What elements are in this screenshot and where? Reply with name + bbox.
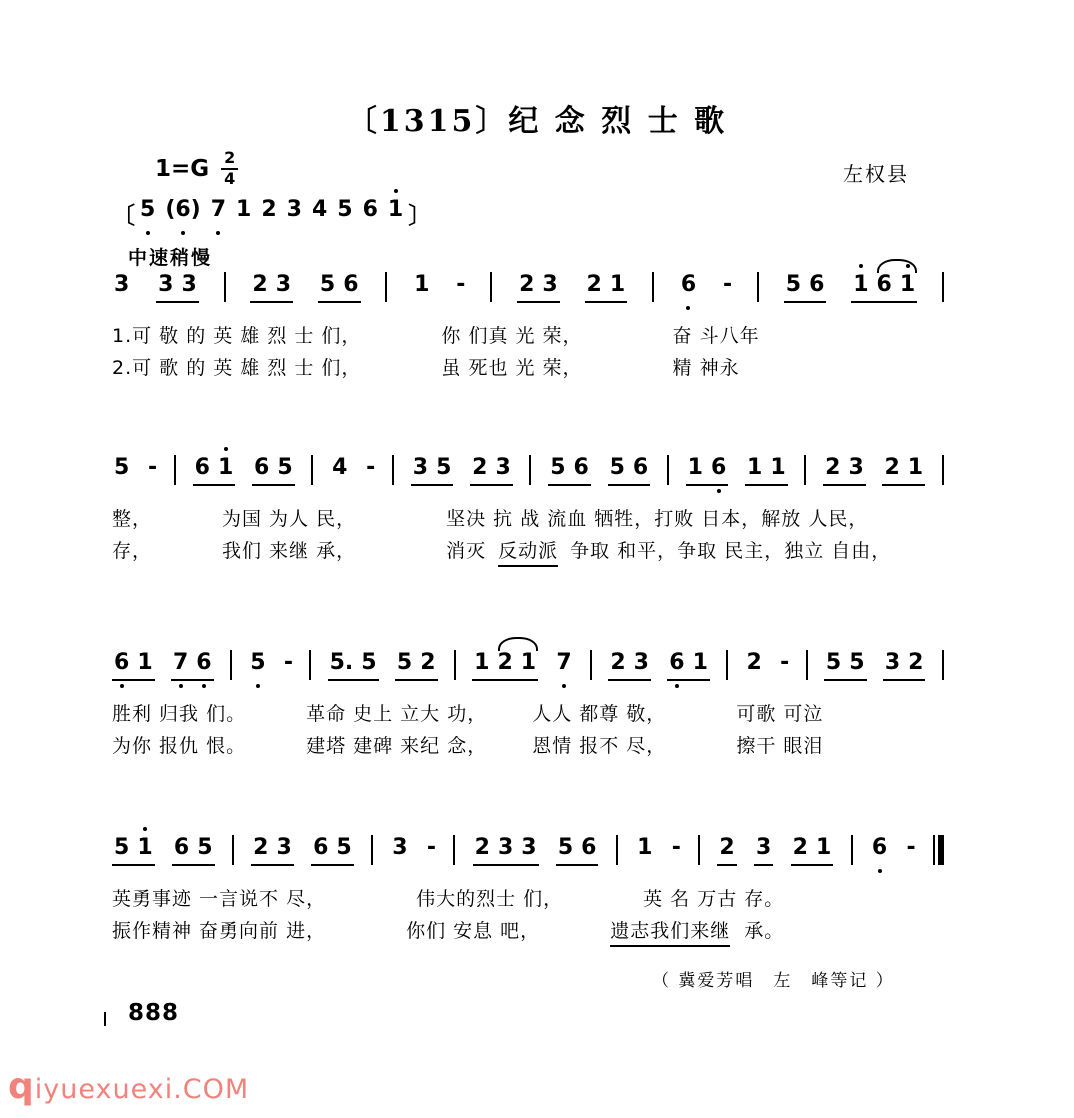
barline bbox=[230, 650, 232, 680]
jianpu-note: 6 bbox=[343, 272, 359, 297]
notation-line bbox=[112, 272, 944, 303]
jianpu-note: 1 bbox=[747, 455, 763, 480]
jianpu-note: 2 bbox=[252, 272, 268, 297]
song-title: 〔1315〕纪 念 烈 士 歌 bbox=[346, 104, 728, 139]
note-group bbox=[554, 650, 573, 681]
dash-note: - bbox=[671, 835, 681, 860]
jianpu-note: 5 bbox=[114, 455, 130, 480]
octave-dot-low bbox=[256, 684, 260, 688]
jianpu-note: 3 bbox=[412, 455, 429, 480]
jianpu-note: 3 bbox=[276, 835, 292, 860]
barline bbox=[590, 650, 592, 680]
jianpu-note: 1 bbox=[137, 650, 153, 675]
note-group bbox=[635, 835, 654, 866]
note-group bbox=[250, 272, 293, 303]
octave-dot-low bbox=[675, 684, 679, 688]
jianpu-note: 3 bbox=[158, 272, 174, 297]
jianpu-note: 5 bbox=[319, 272, 336, 297]
barline bbox=[392, 455, 394, 485]
jianpu-note: 6 bbox=[711, 455, 726, 481]
octave-dot-high bbox=[224, 447, 228, 451]
close-bracket: 〕 bbox=[408, 203, 432, 229]
lyric-segment: 精 神永 bbox=[672, 357, 740, 379]
notation-line bbox=[112, 455, 944, 486]
jianpu-note: 6 bbox=[173, 835, 190, 860]
key-signature: 1=G bbox=[155, 155, 210, 182]
note-group bbox=[667, 650, 710, 681]
note-group bbox=[556, 835, 599, 866]
note-group bbox=[318, 272, 361, 303]
jianpu-note: 1 bbox=[900, 272, 915, 298]
lyric-segment: 建塔 建碑 来纪 念， bbox=[306, 735, 488, 757]
lyric-segment: 整， bbox=[112, 508, 153, 530]
lyric-segment: 你 们真 光 荣， bbox=[441, 325, 583, 347]
lyric-segment: 英勇事迹 一言说不 尽， bbox=[112, 888, 327, 910]
jianpu-note: 1 bbox=[236, 197, 252, 222]
jianpu-note: 2 bbox=[586, 272, 602, 297]
note-group bbox=[330, 455, 349, 486]
lyric-segment: 坚决 抗 战 流血 牺牲，打败 日本，解放 人民， bbox=[446, 508, 869, 530]
jianpu-note: 1 bbox=[520, 650, 537, 675]
jianpu-note: 1 bbox=[853, 272, 868, 298]
jianpu-note: 6 bbox=[254, 455, 270, 480]
octave-dot-low bbox=[120, 684, 124, 688]
barline bbox=[804, 455, 806, 485]
jianpu-note: 3 bbox=[392, 835, 408, 860]
jianpu-note: 1 bbox=[770, 455, 786, 480]
note-group bbox=[112, 455, 131, 486]
jianpu-note: 3 bbox=[884, 650, 901, 675]
final-barline-thick bbox=[938, 835, 944, 865]
note-group bbox=[171, 650, 214, 681]
notation-line bbox=[112, 835, 944, 866]
barline bbox=[232, 835, 234, 865]
jianpu-note: 5 bbox=[140, 197, 155, 223]
jianpu-note: 5 bbox=[250, 650, 265, 676]
jianpu-note: 1 bbox=[637, 835, 653, 860]
jianpu-note: 5 bbox=[550, 455, 566, 480]
lyric-segment: 人人 都尊 敬， bbox=[532, 703, 667, 725]
octave-dot-low bbox=[202, 684, 206, 688]
jianpu-note: 2 bbox=[261, 197, 277, 222]
note-group bbox=[745, 650, 764, 681]
open-bracket: 〔 bbox=[112, 203, 135, 229]
jianpu-note: 5 bbox=[361, 650, 377, 675]
lyric-segment: 英 名 万古 存。 bbox=[643, 888, 785, 910]
jianpu-note: 5. bbox=[329, 650, 354, 675]
note-group bbox=[248, 650, 267, 681]
barline bbox=[942, 455, 944, 485]
lyric-line bbox=[112, 538, 944, 567]
barline bbox=[726, 650, 728, 680]
time-signature-denominator: 4 bbox=[221, 168, 238, 188]
jianpu-note: 3 bbox=[181, 272, 197, 297]
jianpu-note: 6 bbox=[313, 835, 329, 860]
lyric-line bbox=[112, 918, 944, 947]
jianpu-note: 7 bbox=[211, 197, 226, 223]
jianpu-note: 2 bbox=[792, 835, 808, 860]
lyric-segment: 振作精神 奋勇向前 进， bbox=[112, 920, 327, 942]
jianpu-note: 4 bbox=[332, 455, 348, 480]
note-group bbox=[472, 650, 538, 681]
tick-mark bbox=[104, 1012, 106, 1026]
note-group bbox=[252, 455, 295, 486]
performer-credit: （ 冀爱芳唱 左 峰等记 ） bbox=[652, 971, 895, 991]
lyric-line bbox=[112, 323, 944, 349]
jianpu-note: 5 bbox=[825, 650, 842, 675]
jianpu-note: 1 bbox=[414, 272, 430, 297]
jianpu-note: 2 bbox=[474, 835, 490, 860]
barline bbox=[529, 455, 531, 485]
jianpu-note: 1 bbox=[692, 650, 708, 675]
jianpu-note: 1 bbox=[907, 455, 924, 480]
jianpu-note: 2 bbox=[519, 272, 535, 297]
barline bbox=[454, 650, 456, 680]
lyric-segment: 承。 bbox=[744, 920, 785, 942]
lyric-segment: 我们 来继 承， bbox=[222, 540, 357, 562]
jianpu-note: 3 bbox=[756, 835, 772, 860]
barline bbox=[371, 835, 373, 865]
jianpu-note: 2 bbox=[719, 835, 735, 860]
barline bbox=[667, 455, 669, 485]
dash-note: - bbox=[780, 650, 790, 675]
note-group bbox=[193, 455, 236, 486]
jianpu-note: 7 bbox=[173, 650, 188, 676]
lyric-segment: 你们 安息 吧， bbox=[406, 920, 541, 942]
note-group bbox=[470, 455, 513, 486]
time-signature-numerator: 2 bbox=[224, 148, 236, 167]
music-system bbox=[112, 650, 944, 759]
barline bbox=[224, 272, 226, 302]
jianpu-note: 6 bbox=[632, 455, 649, 480]
octave-dot-low bbox=[179, 684, 183, 688]
music-system bbox=[112, 835, 944, 947]
barline bbox=[757, 272, 759, 302]
jianpu-note: 2 bbox=[908, 650, 924, 675]
notation-line bbox=[112, 650, 944, 681]
page-number: 888 bbox=[128, 1000, 180, 1026]
note-group bbox=[473, 835, 539, 866]
lyric-segment: 消灭 bbox=[446, 540, 487, 562]
jianpu-note: 5 bbox=[337, 197, 353, 222]
tie-slur-arc bbox=[877, 259, 917, 273]
barline bbox=[698, 835, 700, 865]
note-group bbox=[717, 835, 736, 866]
lyric-segment: 恩情 报不 尽， bbox=[532, 735, 667, 757]
barline bbox=[616, 835, 618, 865]
lyric-line bbox=[112, 733, 944, 759]
jianpu-note: 3 bbox=[497, 835, 514, 860]
note-group bbox=[784, 272, 827, 303]
note-group bbox=[851, 272, 917, 303]
note-group bbox=[883, 650, 926, 681]
jianpu-note: 3 bbox=[114, 272, 130, 297]
lyric-segment: 为国 为人 民， bbox=[222, 508, 357, 530]
jianpu-note: 3 bbox=[848, 455, 864, 480]
barline bbox=[174, 455, 176, 485]
lyric-segment: 1.可 敬 的 英 雄 烈 士 们， bbox=[112, 325, 362, 347]
lyric-segment: 奋 斗八年 bbox=[672, 325, 760, 347]
music-system bbox=[112, 455, 944, 567]
jianpu-note: 1 bbox=[474, 650, 490, 675]
jianpu-note: 3 bbox=[495, 455, 511, 480]
watermark: qiyuexuexi.COM bbox=[8, 1066, 250, 1107]
note-group bbox=[251, 835, 294, 866]
jianpu-note: 6 bbox=[581, 835, 597, 860]
lyric-segment: 可歌 可泣 bbox=[736, 703, 824, 725]
jianpu-note: 5 bbox=[785, 272, 802, 297]
jianpu-note: 6 bbox=[196, 650, 211, 676]
note-group bbox=[328, 650, 379, 681]
jianpu-note: 2 bbox=[420, 650, 436, 675]
note-group bbox=[112, 650, 155, 681]
jianpu-note: 5 bbox=[609, 455, 625, 480]
lyric-line bbox=[112, 886, 944, 912]
final-barline-thin bbox=[933, 835, 935, 865]
final-barline bbox=[933, 835, 944, 865]
lyric-segment: 反动派 bbox=[498, 538, 558, 567]
note-group bbox=[791, 835, 834, 866]
octave-dot-low bbox=[562, 684, 566, 688]
note-group bbox=[754, 835, 773, 866]
note-group bbox=[608, 650, 651, 681]
barline bbox=[942, 272, 944, 302]
lyric-segment: 遗志我们来继 bbox=[610, 918, 730, 947]
jianpu-note: 6 bbox=[876, 272, 892, 297]
note-group bbox=[823, 455, 866, 486]
lyric-segment: 伟大的烈士 们， bbox=[416, 888, 564, 910]
barline bbox=[453, 835, 455, 865]
barline bbox=[309, 650, 311, 680]
note-group bbox=[395, 650, 438, 681]
octave-dot-high bbox=[859, 264, 863, 268]
note-group bbox=[585, 272, 628, 303]
note-group bbox=[608, 455, 651, 486]
lyric-line bbox=[112, 701, 944, 727]
jianpu-note: 3 bbox=[275, 272, 292, 297]
music-system bbox=[112, 272, 944, 381]
note-group bbox=[824, 650, 867, 681]
dash-note: - bbox=[426, 835, 437, 860]
dash-note: - bbox=[722, 272, 733, 297]
lyric-segment: 擦干 眼泪 bbox=[736, 735, 824, 757]
jianpu-note: 3 bbox=[286, 197, 302, 222]
octave-dot-low bbox=[686, 306, 690, 310]
tie-slur-arc bbox=[498, 637, 538, 651]
lyric-segment: 革命 史上 立大 功， bbox=[306, 703, 488, 725]
note-group bbox=[112, 272, 131, 303]
barline bbox=[385, 272, 387, 302]
octave-dot-low bbox=[717, 489, 721, 493]
lyric-segment: 虽 死也 光 荣， bbox=[441, 357, 583, 379]
jianpu-note: 6 bbox=[681, 272, 696, 298]
note-group bbox=[390, 835, 409, 866]
barline bbox=[490, 272, 492, 302]
jianpu-note: 2 bbox=[253, 835, 269, 860]
jianpu-note: 6 bbox=[194, 455, 210, 480]
lyric-line bbox=[112, 355, 944, 381]
note-group bbox=[172, 835, 215, 866]
jianpu-note: 2 bbox=[746, 650, 762, 675]
jianpu-note: 5 bbox=[277, 455, 293, 480]
jianpu-note: 5 bbox=[436, 455, 452, 480]
note-group bbox=[686, 455, 729, 486]
note-group bbox=[870, 835, 889, 866]
jianpu-note: 5 bbox=[557, 835, 574, 860]
barline bbox=[311, 455, 313, 485]
jianpu-note: 6 bbox=[809, 272, 825, 297]
barline bbox=[652, 272, 654, 302]
jianpu-note: 5 bbox=[336, 835, 352, 860]
jianpu-note: 3 bbox=[521, 835, 537, 860]
note-group bbox=[311, 835, 354, 866]
note-group bbox=[412, 272, 431, 303]
jianpu-note: 3 bbox=[633, 650, 649, 675]
jianpu-note: 1 bbox=[218, 455, 233, 481]
dash-note: - bbox=[148, 455, 158, 480]
jianpu-note: 5 bbox=[849, 650, 865, 675]
lyric-segment: 存， bbox=[112, 540, 153, 562]
jianpu-note: 2 bbox=[610, 650, 626, 675]
octave-dot-high bbox=[143, 827, 147, 831]
note-group bbox=[156, 272, 199, 303]
jianpu-note: 2 bbox=[472, 455, 488, 480]
note-group bbox=[112, 835, 155, 866]
dash-note: - bbox=[283, 650, 293, 675]
barline bbox=[851, 835, 853, 865]
jianpu-note: 2 bbox=[884, 455, 900, 480]
lyric-segment: 为你 报仇 恨。 bbox=[112, 735, 247, 757]
jianpu-note: 6 bbox=[573, 455, 589, 480]
jianpu-note: 2 bbox=[825, 455, 841, 480]
jianpu-note: 1 bbox=[609, 272, 626, 297]
jianpu-note: 1 bbox=[815, 835, 832, 860]
note-group bbox=[882, 455, 925, 486]
region-label: 左权县 bbox=[843, 162, 909, 186]
jianpu-note: 2 bbox=[497, 650, 513, 675]
jianpu-note: 5 bbox=[396, 650, 413, 675]
note-group bbox=[548, 455, 591, 486]
jianpu-note: 5 bbox=[114, 835, 130, 860]
dash-note: - bbox=[906, 835, 916, 860]
jianpu-note: 1 bbox=[137, 835, 152, 861]
jianpu-note: 4 bbox=[311, 197, 328, 222]
jianpu-note: 7 bbox=[556, 650, 571, 676]
jianpu-note: 6 bbox=[872, 835, 887, 861]
jianpu-note: 1 bbox=[388, 197, 403, 223]
jianpu-note: 5 bbox=[197, 835, 213, 860]
jianpu-note: 6 bbox=[114, 650, 129, 676]
jianpu-note: 6 bbox=[669, 650, 684, 676]
jianpu-note: (6) bbox=[165, 197, 200, 223]
tempo-marking: 中速稍慢 bbox=[128, 247, 213, 269]
jianpu-note: 6 bbox=[362, 197, 378, 222]
jianpu-note: 3 bbox=[542, 272, 558, 297]
lyric-segment: 争取 和平，争取 民主，独立 自由， bbox=[570, 540, 892, 562]
note-group bbox=[517, 272, 560, 303]
jianpu-note: 1 bbox=[687, 455, 703, 480]
lyric-segment: 2.可 歌 的 英 雄 烈 士 们， bbox=[112, 357, 362, 379]
note-group bbox=[745, 455, 788, 486]
barline bbox=[942, 650, 944, 680]
octave-dot-low bbox=[878, 869, 882, 873]
dash-note: - bbox=[366, 455, 376, 480]
lyric-segment: 胜利 归我 们。 bbox=[112, 703, 247, 725]
barline bbox=[806, 650, 808, 680]
lyric-line bbox=[112, 506, 944, 532]
dash-note: - bbox=[456, 272, 466, 297]
note-group bbox=[411, 455, 454, 486]
note-group bbox=[679, 272, 698, 303]
